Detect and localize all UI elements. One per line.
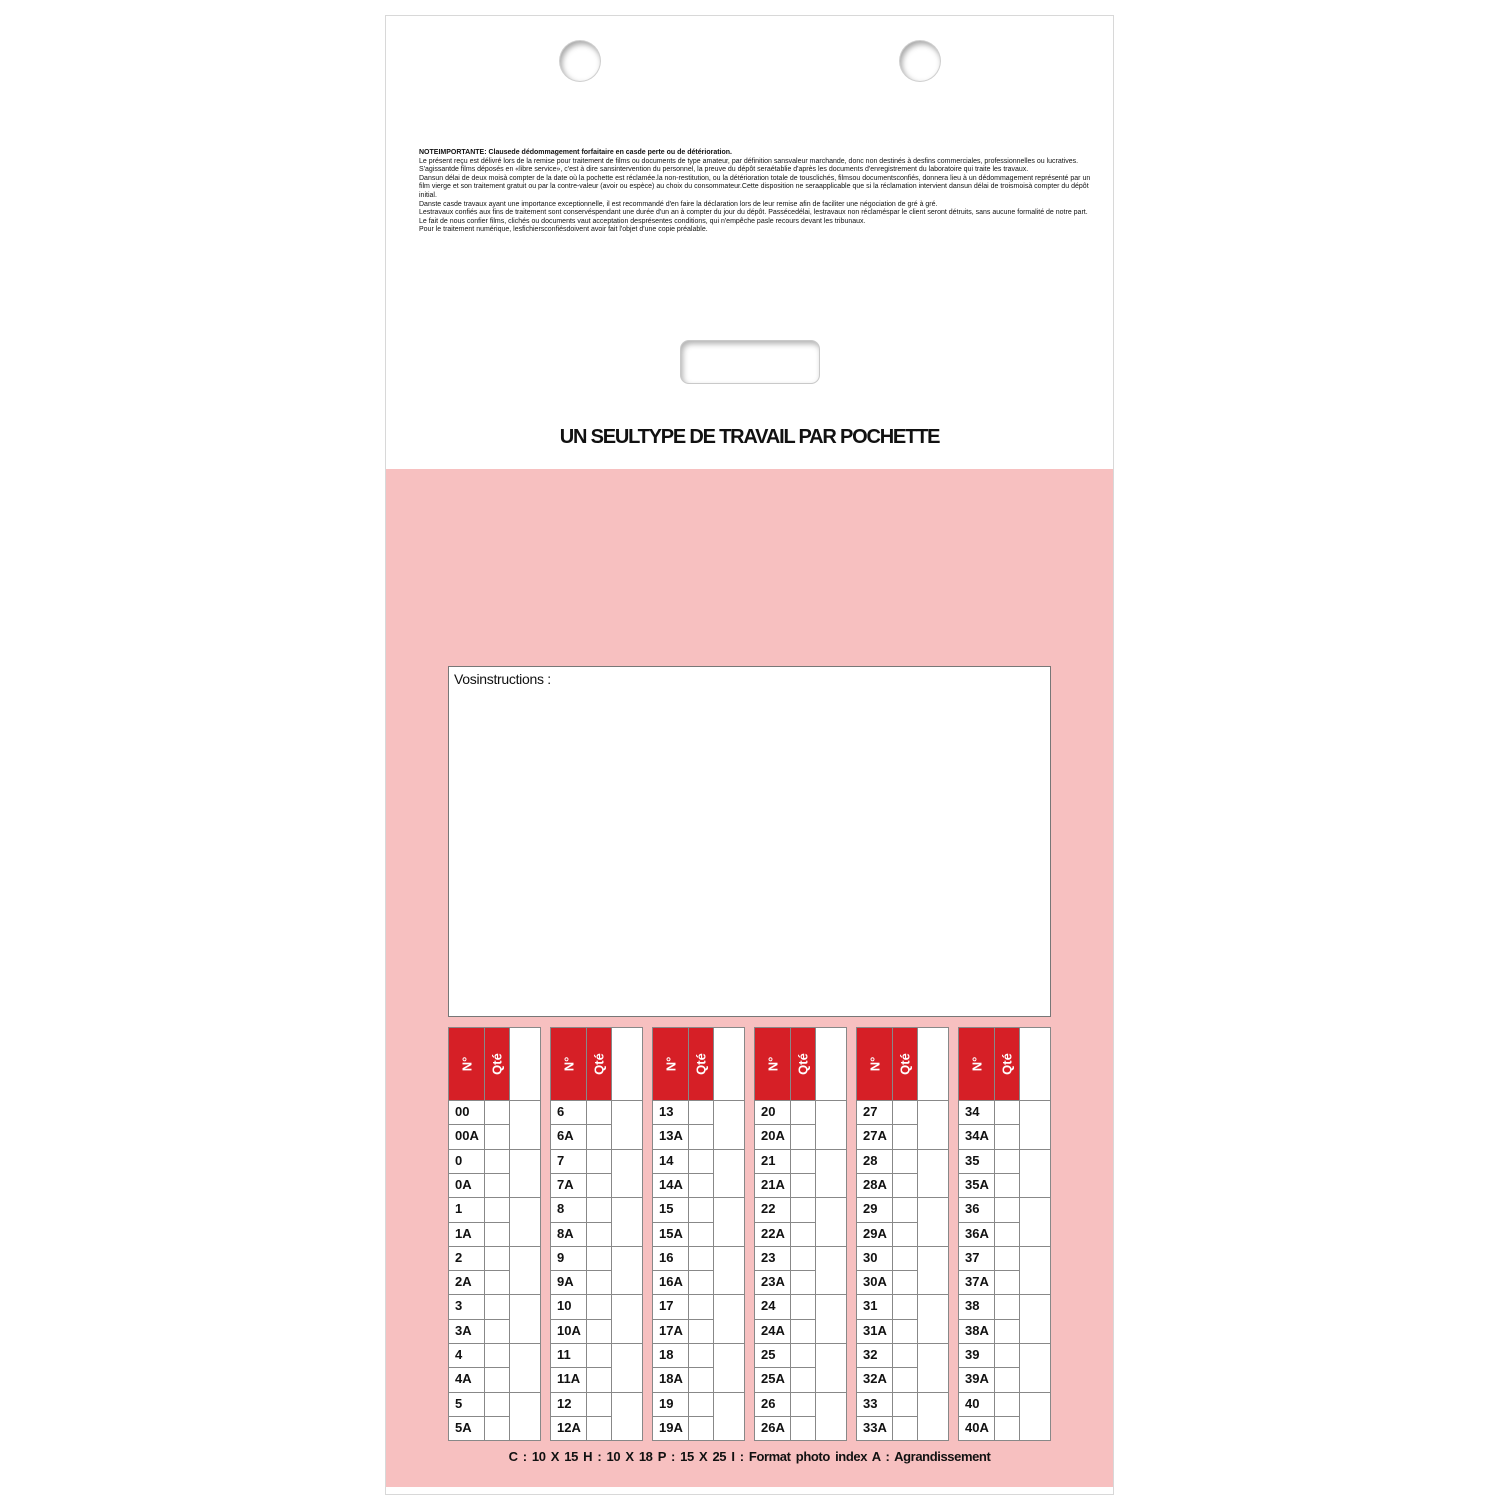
order-grid-1 (448, 1027, 541, 1441)
order-grid-3 (652, 1027, 745, 1441)
order-grid-5 (856, 1027, 949, 1441)
number-header-label: N° (663, 1056, 678, 1072)
quantity-cell[interactable] (485, 1222, 509, 1246)
extra-cell[interactable] (714, 1100, 744, 1149)
photo-number-cell: 30 (857, 1246, 892, 1270)
photo-number-cell: 40 (959, 1392, 994, 1416)
number-column (653, 1028, 689, 1440)
quantity-header-label: Qté (897, 1053, 913, 1075)
photo-number-cell: 40A (959, 1416, 994, 1440)
quantity-cell[interactable] (893, 1149, 917, 1173)
extra-cell[interactable] (1020, 1100, 1050, 1149)
photo-number-cell: 23A (755, 1270, 790, 1294)
quantity-cell[interactable] (995, 1392, 1019, 1416)
photo-number-cell: 25A (755, 1367, 790, 1391)
quantity-cell[interactable] (587, 1319, 611, 1343)
quantity-cell[interactable] (995, 1197, 1019, 1221)
photo-number-cell: 24A (755, 1319, 790, 1343)
quantity-cell[interactable] (587, 1270, 611, 1294)
quantity-cell[interactable] (995, 1294, 1019, 1318)
quantity-header-label: Qté (489, 1053, 505, 1075)
photo-number-cell: 21A (755, 1173, 790, 1197)
photo-number-cell: 39A (959, 1367, 994, 1391)
quantity-cell[interactable] (995, 1343, 1019, 1367)
photo-number-cell: 00 (449, 1100, 484, 1124)
photo-number-cell: 29A (857, 1222, 892, 1246)
photo-number-cell: 19A (653, 1416, 688, 1440)
extra-cell[interactable] (918, 1343, 948, 1392)
punch-hole-right (900, 41, 940, 81)
photo-number-cell: 5A (449, 1416, 484, 1440)
extra-cell[interactable] (816, 1149, 846, 1198)
extra-cell[interactable] (612, 1294, 642, 1343)
extra-cell[interactable] (1020, 1197, 1050, 1246)
photo-number-cell: 23 (755, 1246, 790, 1270)
quantity-cell[interactable] (893, 1319, 917, 1343)
number-header-label: N° (561, 1056, 576, 1072)
quantity-cell[interactable] (791, 1222, 815, 1246)
quantity-header (689, 1028, 713, 1100)
address-window (681, 341, 819, 383)
photo-number-cell: 11 (551, 1343, 586, 1367)
photo-number-cell: 20 (755, 1100, 790, 1124)
extra-cell[interactable] (510, 1149, 540, 1198)
quantity-cell[interactable] (485, 1392, 509, 1416)
order-grid-2 (550, 1027, 643, 1441)
quantity-cell[interactable] (587, 1222, 611, 1246)
extra-cell[interactable] (1020, 1392, 1050, 1441)
extra-cell[interactable] (714, 1392, 744, 1441)
quantity-cell[interactable] (587, 1294, 611, 1318)
extra-cell[interactable] (714, 1246, 744, 1295)
photo-number-cell: 6 (551, 1100, 586, 1124)
extra-cell[interactable] (714, 1343, 744, 1392)
photo-number-cell: 5 (449, 1392, 484, 1416)
quantity-cell[interactable] (587, 1367, 611, 1391)
photo-number-cell: 3 (449, 1294, 484, 1318)
extra-cell[interactable] (612, 1246, 642, 1295)
quantity-header-label: Qté (591, 1053, 607, 1075)
extra-cell[interactable] (510, 1343, 540, 1392)
quantity-cell[interactable] (689, 1100, 713, 1124)
number-header-label: N° (969, 1056, 984, 1072)
quantity-cell[interactable] (689, 1124, 713, 1148)
photo-number-cell: 16 (653, 1246, 688, 1270)
extra-cell[interactable] (816, 1392, 846, 1441)
photo-number-cell: 30A (857, 1270, 892, 1294)
quantity-column (587, 1028, 612, 1440)
photo-number-cell: 2A (449, 1270, 484, 1294)
extra-cell[interactable] (612, 1392, 642, 1441)
notice-line: Le présent reçu est délivré lors de la remise pour traitement de films ou documents de type amateur, par définition sansvaleur marchande, donc non destinés à desfins commerciales, professionnelles ou lucratives. (419, 157, 1079, 165)
photo-number-cell: 00A (449, 1124, 484, 1148)
quantity-cell[interactable] (587, 1392, 611, 1416)
photo-number-cell: 6A (551, 1124, 586, 1148)
quantity-cell[interactable] (995, 1270, 1019, 1294)
extra-cell[interactable] (918, 1294, 948, 1343)
quantity-column (689, 1028, 714, 1440)
number-column (857, 1028, 893, 1440)
photo-number-cell: 4A (449, 1367, 484, 1391)
photo-number-cell: 24 (755, 1294, 790, 1318)
quantity-cell[interactable] (689, 1392, 713, 1416)
quantity-cell[interactable] (587, 1416, 611, 1440)
photo-number-cell: 25 (755, 1343, 790, 1367)
photo-number-cell: 34 (959, 1100, 994, 1124)
photo-number-cell: 36 (959, 1197, 994, 1221)
quantity-cell[interactable] (791, 1367, 815, 1391)
instructions-label: Vosinstructions : (454, 671, 551, 687)
photo-number-cell: 16A (653, 1270, 688, 1294)
notice-line: Pour le traitement numérique, lesfichiersconfiésdoivent avoir fait l'objet d'une copie préalable. (419, 226, 708, 234)
headline: UN SEULTYPE DE TRAVAIL PAR POCHETTE (559, 426, 940, 448)
photo-number-cell: 26 (755, 1392, 790, 1416)
quantity-column (893, 1028, 918, 1440)
quantity-header (791, 1028, 815, 1100)
photo-number-cell: 2 (449, 1246, 484, 1270)
extra-cell[interactable] (816, 1100, 846, 1149)
quantity-cell[interactable] (995, 1124, 1019, 1148)
quantity-cell[interactable] (995, 1149, 1019, 1173)
quantity-cell[interactable] (587, 1173, 611, 1197)
photo-number-cell: 18A (653, 1367, 688, 1391)
photo-number-cell: 33A (857, 1416, 892, 1440)
quantity-cell[interactable] (485, 1149, 509, 1173)
photo-number-cell: 4 (449, 1343, 484, 1367)
quantity-cell[interactable] (689, 1149, 713, 1173)
number-header (449, 1028, 484, 1100)
extra-cell[interactable] (816, 1197, 846, 1246)
photo-number-cell: 0 (449, 1149, 484, 1173)
extra-cell[interactable] (1020, 1246, 1050, 1295)
quantity-cell[interactable] (791, 1246, 815, 1270)
quantity-cell[interactable] (689, 1197, 713, 1221)
quantity-column (791, 1028, 816, 1440)
photo-number-cell: 19 (653, 1392, 688, 1416)
quantity-cell[interactable] (485, 1173, 509, 1197)
quantity-cell[interactable] (893, 1173, 917, 1197)
photo-number-cell: 38 (959, 1294, 994, 1318)
extra-cell[interactable] (612, 1197, 642, 1246)
photo-number-cell: 11A (551, 1367, 586, 1391)
photo-number-cell: 8 (551, 1197, 586, 1221)
legal-notice (419, 149, 1099, 235)
photo-number-cell: 12 (551, 1392, 586, 1416)
punch-hole-left (560, 41, 600, 81)
number-column (551, 1028, 587, 1440)
quantity-cell[interactable] (791, 1270, 815, 1294)
quantity-cell[interactable] (995, 1416, 1019, 1440)
quantity-header (587, 1028, 611, 1100)
quantity-cell[interactable] (791, 1294, 815, 1318)
photo-number-cell: 1A (449, 1222, 484, 1246)
quantity-cell[interactable] (689, 1270, 713, 1294)
number-header (551, 1028, 586, 1100)
photo-number-cell: 10 (551, 1294, 586, 1318)
extra-cell[interactable] (918, 1149, 948, 1198)
photo-number-cell: 34A (959, 1124, 994, 1148)
number-header (653, 1028, 688, 1100)
photo-number-cell: 9 (551, 1246, 586, 1270)
quantity-cell[interactable] (689, 1294, 713, 1318)
quantity-cell[interactable] (587, 1246, 611, 1270)
quantity-cell[interactable] (485, 1270, 509, 1294)
quantity-cell[interactable] (689, 1319, 713, 1343)
photo-number-cell: 35A (959, 1173, 994, 1197)
extra-cell[interactable] (510, 1392, 540, 1441)
quantity-header-label: Qté (693, 1053, 709, 1075)
extra-cell[interactable] (918, 1246, 948, 1295)
quantity-cell[interactable] (995, 1222, 1019, 1246)
photo-number-cell: 15 (653, 1197, 688, 1221)
extra-cell[interactable] (612, 1149, 642, 1198)
number-header-label: N° (867, 1056, 882, 1072)
quantity-cell[interactable] (893, 1246, 917, 1270)
quantity-cell[interactable] (995, 1100, 1019, 1124)
notice-title: NOTEIMPORTANTE: Clausede dédommagement forfaitaire en casde perte ou de détérioration. (419, 149, 732, 156)
photo-number-cell: 31 (857, 1294, 892, 1318)
photo-number-cell: 22 (755, 1197, 790, 1221)
number-header-label: N° (459, 1056, 474, 1072)
quantity-cell[interactable] (995, 1173, 1019, 1197)
quantity-cell[interactable] (485, 1416, 509, 1440)
photo-number-cell: 37A (959, 1270, 994, 1294)
photo-number-cell: 32A (857, 1367, 892, 1391)
quantity-cell[interactable] (791, 1149, 815, 1173)
quantity-cell[interactable] (995, 1246, 1019, 1270)
quantity-cell[interactable] (689, 1222, 713, 1246)
quantity-cell[interactable] (689, 1367, 713, 1391)
extra-cell[interactable] (510, 1294, 540, 1343)
quantity-cell[interactable] (893, 1416, 917, 1440)
quantity-cell[interactable] (995, 1367, 1019, 1391)
quantity-cell[interactable] (893, 1197, 917, 1221)
order-grid-6 (958, 1027, 1051, 1441)
quantity-cell[interactable] (485, 1246, 509, 1270)
photo-number-cell: 29 (857, 1197, 892, 1221)
extra-cell[interactable] (918, 1100, 948, 1149)
photo-number-cell: 13A (653, 1124, 688, 1148)
quantity-cell[interactable] (791, 1173, 815, 1197)
photo-number-cell: 39 (959, 1343, 994, 1367)
quantity-cell[interactable] (791, 1197, 815, 1221)
quantity-cell[interactable] (689, 1246, 713, 1270)
quantity-cell[interactable] (995, 1319, 1019, 1343)
photo-number-cell: 35 (959, 1149, 994, 1173)
quantity-cell[interactable] (893, 1367, 917, 1391)
photo-number-cell: 1 (449, 1197, 484, 1221)
photo-number-cell: 17A (653, 1319, 688, 1343)
extra-cell[interactable] (612, 1100, 642, 1149)
number-column (959, 1028, 995, 1440)
quantity-cell[interactable] (791, 1416, 815, 1440)
quantity-header (995, 1028, 1019, 1100)
extra-cell[interactable] (918, 1197, 948, 1246)
photo-number-cell: 20A (755, 1124, 790, 1148)
photo-number-cell: 17 (653, 1294, 688, 1318)
extra-cell[interactable] (714, 1294, 744, 1343)
photo-number-cell: 15A (653, 1222, 688, 1246)
photo-number-cell: 10A (551, 1319, 586, 1343)
extra-cell[interactable] (510, 1100, 540, 1149)
quantity-cell[interactable] (791, 1392, 815, 1416)
photo-number-cell: 7A (551, 1173, 586, 1197)
notice-line: Dansun délai de deux moisà compter de la date où la pochette est réclamée.la non-restitution, ou la détérioration totale de tousclichés, filmsou documentsconfiés, donnera lieu à un dédommagement représenté par un film vierge et son traitement gratuit ou par la contre-valeur (avoir ou espèce) au choix du consommateur.Cette disposition ne seraapplicable que si la réclamation intervient dansun délai de troismoisà compter du dépôt initial. (419, 174, 1091, 199)
photo-number-cell: 21 (755, 1149, 790, 1173)
photo-number-cell: 38A (959, 1319, 994, 1343)
extra-cell[interactable] (714, 1149, 744, 1198)
notice-line: Danste casde travaux ayant une importance exceptionnelle, il est recommandé d'en faire la déclaration lors de leur remise afin de faciliter une négociation de gré à gré. (419, 200, 938, 208)
quantity-cell[interactable] (485, 1343, 509, 1367)
quantity-cell[interactable] (485, 1124, 509, 1148)
quantity-cell[interactable] (893, 1270, 917, 1294)
number-header (857, 1028, 892, 1100)
number-column (755, 1028, 791, 1440)
quantity-cell[interactable] (689, 1416, 713, 1440)
photo-number-cell: 9A (551, 1270, 586, 1294)
photo-number-cell: 8A (551, 1222, 586, 1246)
photo-number-cell: 26A (755, 1416, 790, 1440)
quantity-cell[interactable] (485, 1100, 509, 1124)
extra-cell[interactable] (1020, 1149, 1050, 1198)
photo-number-cell: 14 (653, 1149, 688, 1173)
quantity-column (485, 1028, 510, 1440)
photo-number-cell: 33 (857, 1392, 892, 1416)
photo-number-cell: 27 (857, 1100, 892, 1124)
number-header (755, 1028, 790, 1100)
quantity-cell[interactable] (485, 1197, 509, 1221)
photo-number-cell: 18 (653, 1343, 688, 1367)
quantity-cell[interactable] (587, 1149, 611, 1173)
extra-cell[interactable] (714, 1197, 744, 1246)
notice-line: Le fait de nous confier films, clichés ou documents vaut acceptation desprésentes conditions, qui n'empêche pasle recours devant les tribunaux. (419, 217, 866, 225)
photo-number-cell: 0A (449, 1173, 484, 1197)
photo-number-cell: 7 (551, 1149, 586, 1173)
quantity-header-label: Qté (999, 1053, 1015, 1075)
photo-number-cell: 28A (857, 1173, 892, 1197)
photo-number-cell: 31A (857, 1319, 892, 1343)
order-form-area (386, 469, 1113, 1487)
photo-number-cell: 12A (551, 1416, 586, 1440)
quantity-cell[interactable] (485, 1367, 509, 1391)
quantity-cell[interactable] (791, 1100, 815, 1124)
extra-cell[interactable] (816, 1294, 846, 1343)
format-legend: C : 10 X 15 H : 10 X 18 P : 15 X 25 I : Format photo index A : Agrandissement (508, 1449, 991, 1464)
quantity-cell[interactable] (587, 1124, 611, 1148)
extra-cell[interactable] (816, 1246, 846, 1295)
photo-number-cell: 28 (857, 1149, 892, 1173)
number-header-label: N° (765, 1056, 780, 1072)
number-header (959, 1028, 994, 1100)
quantity-cell[interactable] (893, 1294, 917, 1318)
quantity-cell[interactable] (791, 1124, 815, 1148)
quantity-cell[interactable] (689, 1173, 713, 1197)
quantity-header-label: Qté (795, 1053, 811, 1075)
quantity-column (995, 1028, 1020, 1440)
extra-cell[interactable] (510, 1197, 540, 1246)
photo-number-cell: 22A (755, 1222, 790, 1246)
quantity-cell[interactable] (893, 1222, 917, 1246)
extra-cell[interactable] (918, 1392, 948, 1441)
quantity-cell[interactable] (791, 1343, 815, 1367)
extra-cell[interactable] (816, 1343, 846, 1392)
number-column (449, 1028, 485, 1440)
extra-cell[interactable] (510, 1246, 540, 1295)
extra-cell[interactable] (1020, 1294, 1050, 1343)
photo-number-cell: 3A (449, 1319, 484, 1343)
quantity-cell[interactable] (893, 1392, 917, 1416)
extra-cell[interactable] (612, 1343, 642, 1392)
quantity-cell[interactable] (893, 1124, 917, 1148)
quantity-cell[interactable] (689, 1343, 713, 1367)
quantity-cell[interactable] (485, 1319, 509, 1343)
quantity-header (893, 1028, 917, 1100)
photo-number-cell: 27A (857, 1124, 892, 1148)
quantity-cell[interactable] (791, 1319, 815, 1343)
photo-number-cell: 37 (959, 1246, 994, 1270)
instructions-box[interactable] (448, 666, 1051, 1017)
notice-line: Lestravaux confiés aux fins de traitement sont conservéspendant une durée d'un an à compter du jour du dépôt. Passécedélai, lestravaux non réclaméspar le client seront détruits, sans aucune formalité de notre part. (419, 209, 1088, 217)
quantity-cell[interactable] (893, 1100, 917, 1124)
quantity-cell[interactable] (893, 1343, 917, 1367)
photo-number-cell: 36A (959, 1222, 994, 1246)
notice-line: S'agissantde films déposés en «libre service», c'est à dire sansintervention du personnel, la preuve du dépôt seraétablie d'après les documents d'enregistrement du laboratoire qui traite les travaux. (419, 166, 1029, 174)
photo-envelope (385, 15, 1114, 1495)
extra-cell[interactable] (1020, 1343, 1050, 1392)
quantity-cell[interactable] (587, 1100, 611, 1124)
quantity-header (485, 1028, 509, 1100)
photo-number-cell: 14A (653, 1173, 688, 1197)
photo-number-cell: 32 (857, 1343, 892, 1367)
quantity-cell[interactable] (587, 1343, 611, 1367)
order-grid-4 (754, 1027, 847, 1441)
quantity-cell[interactable] (587, 1197, 611, 1221)
photo-number-cell: 13 (653, 1100, 688, 1124)
quantity-cell[interactable] (485, 1294, 509, 1318)
